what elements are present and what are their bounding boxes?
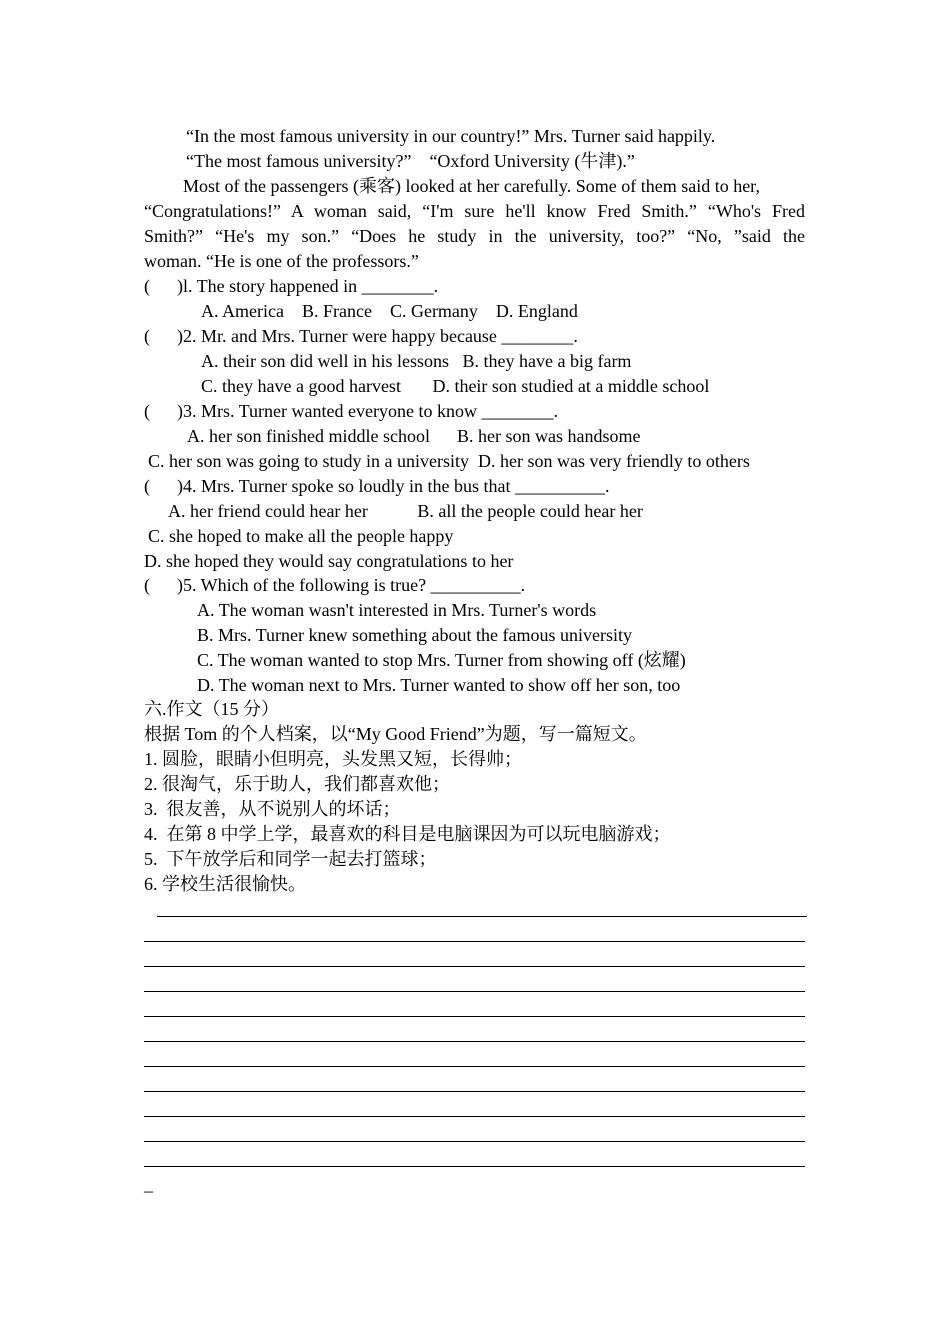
writing-point-5: 5. 下午放学后和同学一起去打篮球； xyxy=(144,849,437,869)
question-2-stem: ( )2. Mr. and Mrs. Turner were happy because ________. xyxy=(144,326,578,346)
answer-line[interactable] xyxy=(144,1166,805,1167)
answer-line[interactable] xyxy=(144,1116,805,1117)
answer-line[interactable] xyxy=(157,916,807,917)
story-paragraph-2: “The most famous university?” “Oxford University (牛津).” xyxy=(186,151,635,171)
answer-line[interactable] xyxy=(144,966,805,967)
question-4-option-c: C. she hoped to make all the people happy xyxy=(148,526,454,546)
question-5-option-a: A. The woman wasn't interested in Mrs. Turner's words xyxy=(197,600,597,620)
question-5-option-d: D. The woman next to Mrs. Turner wanted to show off her son, too xyxy=(197,675,681,695)
answer-line[interactable] xyxy=(144,1066,805,1067)
story-paragraph-1: “In the most famous university in our country!” Mrs. Turner said happily. xyxy=(186,126,716,146)
question-4-option-d: D. she hoped they would say congratulations to her xyxy=(144,551,514,571)
writing-point-1: 1. 圆脸，眼睛小但明亮，头发黑又短，长得帅； xyxy=(144,749,522,769)
answer-line[interactable] xyxy=(144,1041,805,1042)
story-paragraph-3-line-4: woman. “He is one of the professors.” xyxy=(144,251,419,271)
answer-line[interactable] xyxy=(144,1091,805,1092)
question-2-options-row-1: A. their son did well in his lessons B. they have a big farm xyxy=(201,351,632,371)
writing-heading: 六.作文（15 分） xyxy=(144,699,279,719)
question-5-option-b: B. Mrs. Turner knew something about the famous university xyxy=(197,625,632,645)
question-1-stem: ( )l. The story happened in ________. xyxy=(144,276,439,296)
question-3-options-row-1: A. her son finished middle school B. her son was handsome xyxy=(187,426,641,446)
writing-point-3: 3. 很友善，从不说别人的坏话； xyxy=(144,799,401,819)
question-3-stem: ( )3. Mrs. Turner wanted everyone to know ________. xyxy=(144,401,558,421)
trailing-underscore: _ xyxy=(144,1174,153,1194)
question-4-options-row-1: A. her friend could hear her B. all the people could hear her xyxy=(168,501,643,521)
writing-point-4: 4. 在第 8 中学上学，最喜欢的科目是电脑课因为可以玩电脑游戏； xyxy=(144,824,671,844)
question-1-options: A. America B. France C. Germany D. England xyxy=(201,301,578,321)
answer-line[interactable] xyxy=(144,1016,805,1017)
story-paragraph-3-line-2: “Congratulations!” A woman said, “I'm sure he'll know Fred Smith.” “Who's Fred xyxy=(144,201,805,221)
question-3-options-row-2: C. her son was going to study in a university D. her son was very friendly to others xyxy=(148,451,750,471)
question-5-option-c: C. The woman wanted to stop Mrs. Turner from showing off (炫耀) xyxy=(197,650,686,670)
story-paragraph-3-line-3: Smith?” “He's my son.” “Does he study in the university, too?” “No, ”said the xyxy=(144,226,805,246)
writing-point-6: 6. 学校生活很愉快。 xyxy=(144,874,306,894)
question-4-stem: ( )4. Mrs. Turner spoke so loudly in the bus that __________. xyxy=(144,476,610,496)
question-2-options-row-2: C. they have a good harvest D. their son studied at a middle school xyxy=(201,376,710,396)
writing-prompt: 根据 Tom 的个人档案，以“My Good Friend”为题，写一篇短文。 xyxy=(144,724,647,744)
answer-line[interactable] xyxy=(144,991,805,992)
answer-line[interactable] xyxy=(144,1141,805,1142)
story-paragraph-3-line-1: Most of the passengers (乘客) looked at her carefully. Some of them said to her, xyxy=(183,176,760,196)
answer-line[interactable] xyxy=(144,941,805,942)
question-5-stem: ( )5. Which of the following is true? __________. xyxy=(144,575,526,595)
writing-point-2: 2. 很淘气，乐于助人，我们都喜欢他； xyxy=(144,774,450,794)
